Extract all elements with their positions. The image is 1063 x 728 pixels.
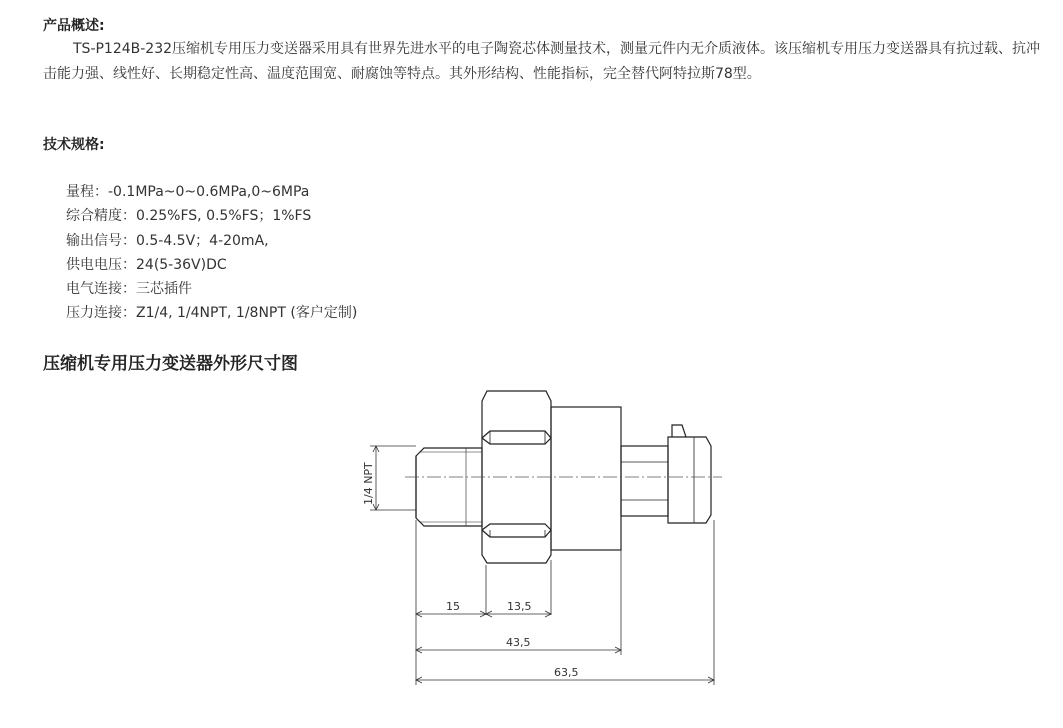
dim-label-13-5: 13,5 — [507, 600, 532, 613]
dim-label-15: 15 — [446, 600, 460, 613]
extension-lines — [416, 520, 714, 685]
overview-paragraph: TS-P124B-232压缩机专用压力变送器采用具有世界先进水平的电子陶瓷芯体测量技术，测量元件内无介质液体。该压缩机专用压力变送器具有抗过载、抗冲击能力强、线性好、长期稳定性高、温度范围宽、耐腐蚀等特点。其外形结构、性能指标，完全替代阿特拉斯78型。 — [43, 41, 1041, 82]
spec-item-pressure-connection: 压力连接：Z1/4, 1/4NPT, 1/8NPT (客户定制) — [66, 305, 358, 322]
transmitter-body — [551, 407, 621, 550]
spec-item-electrical: 电气连接：三芯插件 — [66, 281, 192, 298]
overview-heading: 产品概述: — [43, 18, 105, 34]
spec-item-output: 输出信号：0.5-4.5V；4-20mA, — [66, 232, 269, 249]
thread-dimension — [370, 446, 416, 510]
spec-item-range: 量程：-0.1MPa~0~0.6MPa,0~6MPa — [66, 184, 310, 200]
spec-item-supply: 供电电压：24(5-36V)DC — [66, 256, 227, 273]
dim-label-43-5: 43,5 — [506, 636, 531, 649]
spec-heading: 技术规格: — [43, 137, 105, 153]
drawing-title: 压缩机专用压力变送器外形尺寸图 — [43, 354, 298, 374]
connector-neck — [621, 446, 668, 516]
thread-size-label: 1/4 NPT — [362, 462, 375, 505]
plug-connector — [668, 437, 711, 523]
dim-label-63-5: 63,5 — [554, 666, 579, 679]
thread-port — [416, 448, 482, 526]
spec-item-accuracy: 综合精度：0.25%FS, 0.5%FS；1%FS — [66, 208, 312, 225]
